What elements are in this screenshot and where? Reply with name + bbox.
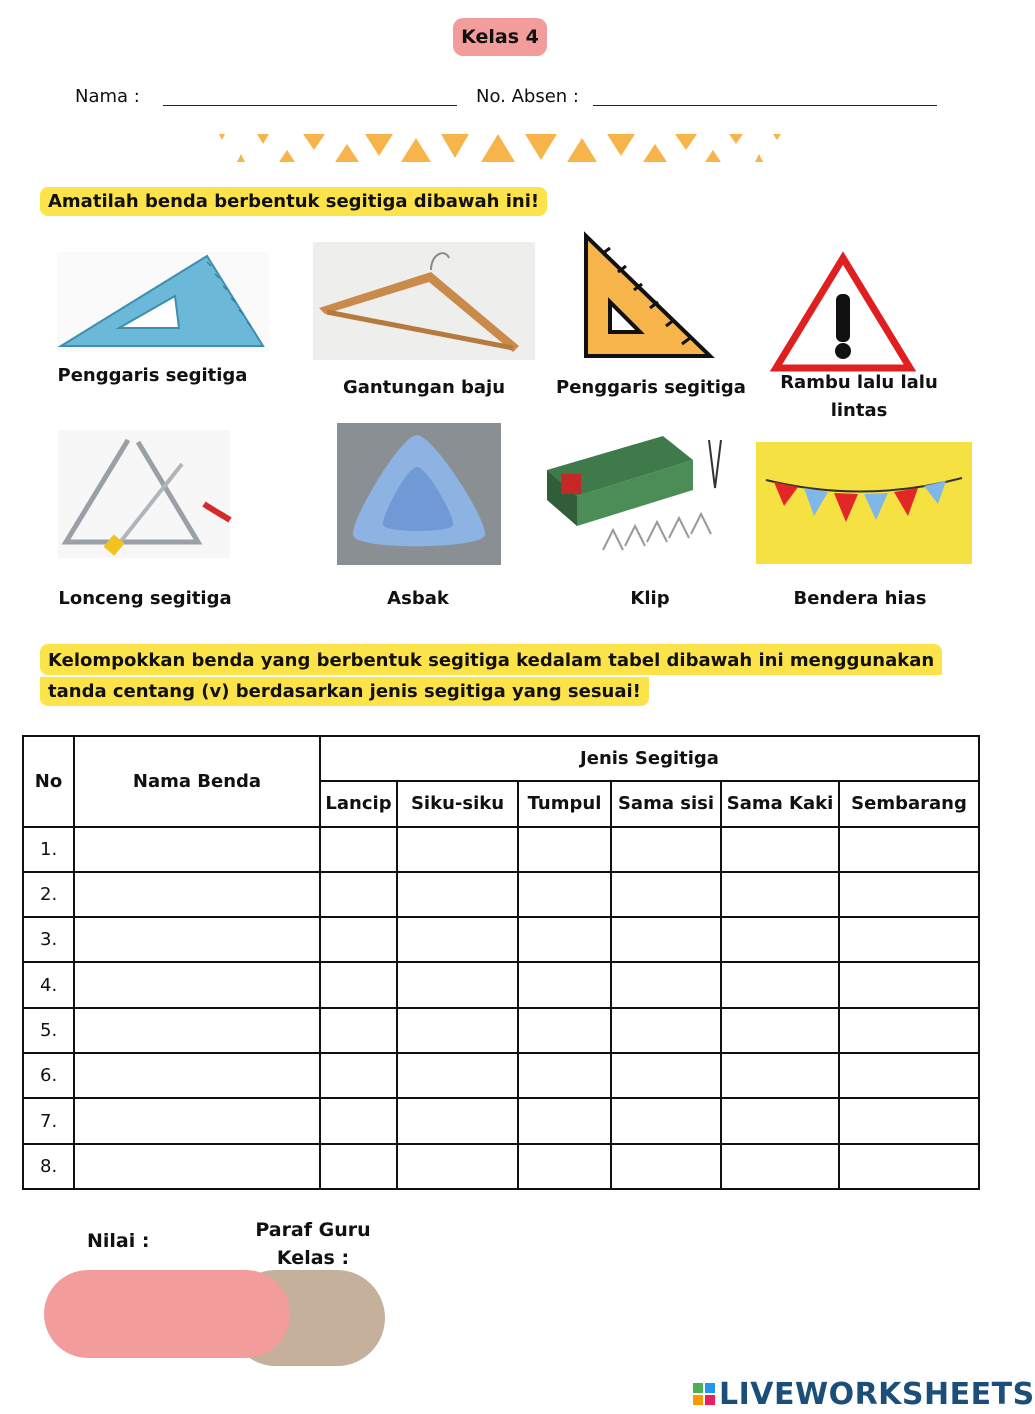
check-cell[interactable]	[397, 872, 518, 917]
check-cell[interactable]	[839, 1098, 979, 1143]
item-name-cell[interactable]	[74, 1053, 320, 1098]
check-cell[interactable]	[611, 917, 721, 962]
name-label: Nama :	[75, 86, 140, 107]
item-name-cell[interactable]	[74, 827, 320, 872]
triangle-decoration	[215, 130, 785, 166]
header-type-sama-sisi: Sama sisi	[611, 781, 721, 826]
set-square-orange-picture	[582, 232, 714, 360]
check-cell[interactable]	[320, 962, 397, 1007]
check-cell[interactable]	[611, 1098, 721, 1143]
item-name-cell[interactable]	[74, 872, 320, 917]
classification-table	[22, 735, 980, 1190]
check-cell[interactable]	[397, 1008, 518, 1053]
table-body	[23, 827, 979, 1189]
row-number: 8.	[23, 1144, 74, 1189]
header-type-sembarang: Sembarang	[839, 781, 979, 826]
row-number: 3.	[23, 917, 74, 962]
hanger-picture	[313, 242, 535, 360]
brand-name: LIVEWORKSHEETS	[719, 1377, 1035, 1412]
check-cell[interactable]	[320, 917, 397, 962]
check-cell[interactable]	[839, 962, 979, 1007]
table-row	[23, 1053, 979, 1098]
header-type-tumpul: Tumpul	[518, 781, 611, 826]
header-type-sama-kaki: Sama Kaki	[721, 781, 839, 826]
row-number: 5.	[23, 1008, 74, 1053]
nilai-blob[interactable]	[44, 1270, 290, 1358]
check-cell[interactable]	[320, 1144, 397, 1189]
check-cell[interactable]	[320, 1098, 397, 1143]
check-cell[interactable]	[397, 917, 518, 962]
check-cell[interactable]	[518, 1098, 611, 1143]
check-cell[interactable]	[320, 827, 397, 872]
ashtray-picture	[337, 423, 501, 565]
table-row	[23, 1008, 979, 1053]
row-number: 7.	[23, 1098, 74, 1143]
clip-box-picture	[543, 430, 745, 560]
check-cell[interactable]	[611, 1144, 721, 1189]
row-number: 2.	[23, 872, 74, 917]
name-field[interactable]	[163, 105, 457, 106]
check-cell[interactable]	[611, 962, 721, 1007]
check-cell[interactable]	[611, 1008, 721, 1053]
header-triangle-types: Jenis Segitiga	[320, 736, 979, 781]
item-label-ashtray: Asbak	[387, 588, 449, 609]
header-no: No	[23, 736, 74, 827]
check-cell[interactable]	[320, 872, 397, 917]
item-name-cell[interactable]	[74, 1144, 320, 1189]
brand-icon	[693, 1383, 715, 1407]
check-cell[interactable]	[611, 872, 721, 917]
table-row	[23, 917, 979, 962]
check-cell[interactable]	[611, 1053, 721, 1098]
check-cell[interactable]	[320, 1008, 397, 1053]
header-type-siku: Siku-siku	[397, 781, 518, 826]
table-row	[23, 872, 979, 917]
check-cell[interactable]	[839, 1144, 979, 1189]
item-label-clip: Klip	[630, 588, 670, 609]
item-label-bell: Lonceng segitiga	[58, 588, 232, 609]
observe-instruction: Amatilah benda berbentuk segitiga dibawah ini!	[40, 187, 547, 216]
check-cell[interactable]	[518, 1008, 611, 1053]
class-badge: Kelas 4	[453, 18, 547, 56]
row-number: 1.	[23, 827, 74, 872]
group-instruction-line2: tanda centang (v) berdasarkan jenis segitiga yang sesuai!	[40, 677, 649, 706]
row-number: 6.	[23, 1053, 74, 1098]
check-cell[interactable]	[397, 962, 518, 1007]
table-row	[23, 962, 979, 1007]
item-label-set-square-2: Penggaris segitiga	[556, 377, 746, 398]
item-name-cell[interactable]	[74, 1098, 320, 1143]
warning-sign-picture	[770, 252, 916, 374]
check-cell[interactable]	[518, 917, 611, 962]
check-cell[interactable]	[839, 827, 979, 872]
check-cell[interactable]	[397, 827, 518, 872]
brand-logo	[693, 1377, 1035, 1412]
check-cell[interactable]	[721, 872, 839, 917]
paraf-label: Paraf Guru Kelas :	[255, 1219, 371, 1269]
check-cell[interactable]	[721, 917, 839, 962]
check-cell[interactable]	[721, 1008, 839, 1053]
check-cell[interactable]	[320, 1053, 397, 1098]
check-cell[interactable]	[839, 917, 979, 962]
check-cell[interactable]	[518, 827, 611, 872]
check-cell[interactable]	[397, 1098, 518, 1143]
table-row	[23, 1098, 979, 1143]
nilai-label: Nilai :	[87, 1230, 150, 1252]
item-name-cell[interactable]	[74, 962, 320, 1007]
check-cell[interactable]	[518, 1144, 611, 1189]
header-item-name: Nama Benda	[74, 736, 320, 827]
header-type-lancip: Lancip	[320, 781, 397, 826]
group-instruction-line1: Kelompokkan benda yang berbentuk segitiga kedalam tabel dibawah ini menggunakan	[40, 644, 942, 675]
check-cell[interactable]	[611, 827, 721, 872]
item-label-set-square-1: Penggaris segitiga	[57, 365, 248, 386]
check-cell[interactable]	[518, 962, 611, 1007]
check-cell[interactable]	[839, 1008, 979, 1053]
check-cell[interactable]	[397, 1053, 518, 1098]
item-label-bunting: Bendera hias	[793, 588, 927, 609]
check-cell[interactable]	[721, 1144, 839, 1189]
check-cell[interactable]	[839, 1053, 979, 1098]
check-cell[interactable]	[397, 1144, 518, 1189]
item-name-cell[interactable]	[74, 1008, 320, 1053]
bunting-flags-picture	[756, 442, 972, 564]
check-cell[interactable]	[721, 1053, 839, 1098]
check-cell[interactable]	[721, 1098, 839, 1143]
check-cell[interactable]	[721, 962, 839, 1007]
item-label-traffic-sign: Rambu lalu lalu lintas	[780, 372, 938, 421]
check-cell[interactable]	[721, 827, 839, 872]
check-cell[interactable]	[518, 872, 611, 917]
absen-field[interactable]	[593, 105, 937, 106]
check-cell[interactable]	[518, 1053, 611, 1098]
set-square-blue-picture	[57, 252, 269, 352]
item-name-cell[interactable]	[74, 917, 320, 962]
table-row	[23, 1144, 979, 1189]
absen-label: No. Absen :	[476, 86, 579, 107]
item-label-hanger: Gantungan baju	[342, 377, 506, 398]
triangle-bell-picture	[58, 430, 230, 558]
check-cell[interactable]	[839, 872, 979, 917]
table-row	[23, 827, 979, 872]
row-number: 4.	[23, 962, 74, 1007]
